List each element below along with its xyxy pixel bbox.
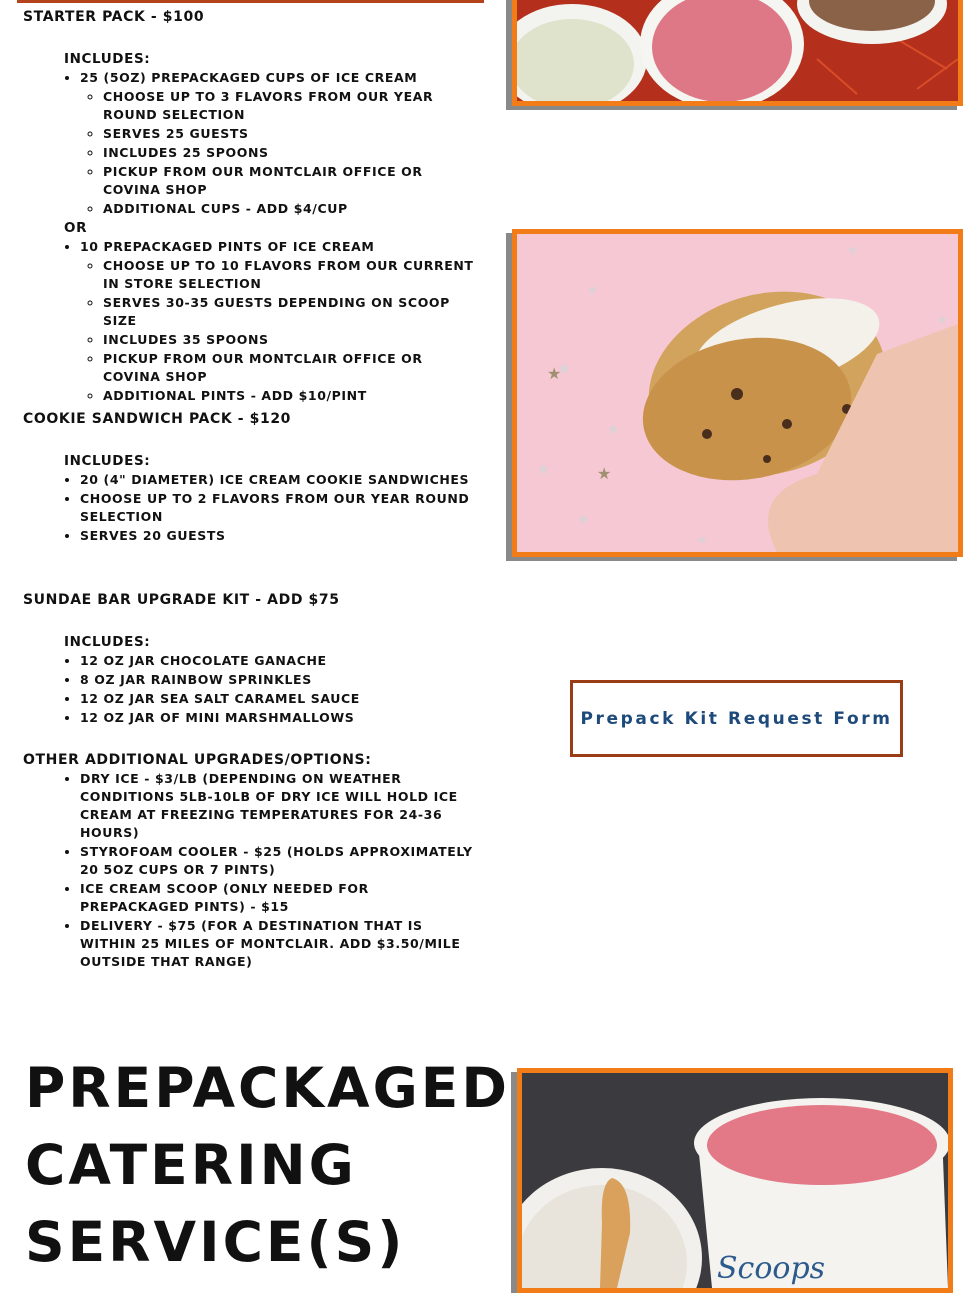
svg-text:★: ★ — [577, 512, 590, 528]
list-item: ◦ INCLUDES 35 SPOONS — [103, 331, 483, 349]
other-upgrades-section — [23, 751, 483, 972]
list-item: ◦ INCLUDES 25 SPOONS — [103, 144, 483, 162]
ice-cream-cups-image — [517, 0, 958, 101]
cookie-pack-section — [23, 410, 483, 546]
list-item: ◦ SERVES 30-35 GUESTS DEPENDING ON SCOOP SIZE — [103, 294, 483, 330]
list-item: • 12 OZ JAR SEA SALT CARAMEL SAUCE — [80, 690, 483, 708]
list-item: ◦ ADDITIONAL PINTS - ADD $10/PINT — [103, 387, 483, 405]
list-item: • STYROFOAM COOLER - $25 (HOLDS APPROXIMATELY 20 5OZ CUPS OR 7 PINTS) — [80, 843, 483, 879]
starter-option1-list — [23, 69, 483, 218]
svg-text:★: ★ — [607, 422, 620, 438]
list-item: • DRY ICE - $3/LB (DEPENDING ON WEATHER CONDITIONS 5LB-10LB OF DRY ICE WILL HOLD ICE CREAM AT FREEZING TEMPERATURES FOR 24-36 HOURS) — [80, 770, 483, 842]
starter-includes-label: INCLUDES: — [64, 51, 151, 67]
ice-cream-pint-photo — [517, 1068, 953, 1293]
list-item: • ICE CREAM SCOOP (ONLY NEEDED FOR PREPACKAGED PINTS) - $15 — [80, 880, 483, 916]
list-item: • CHOOSE UP TO 2 FLAVORS FROM OUR YEAR ROUND SELECTION — [80, 490, 483, 526]
list-item: ◦ CHOOSE UP TO 10 FLAVORS FROM OUR CURRENT IN STORE SELECTION — [103, 257, 483, 293]
sundae-items-list — [23, 652, 483, 727]
ice-cream-cups-photo — [512, 0, 963, 106]
list-item: ◦ PICKUP FROM OUR MONTCLAIR OFFICE OR COVINA SHOP — [103, 163, 483, 199]
list-item: • 8 OZ JAR RAINBOW SPRINKLES — [80, 671, 483, 689]
ice-cream-pint-image — [522, 1073, 948, 1288]
cookie-items-list — [23, 471, 483, 545]
starter-pack-section — [23, 8, 483, 406]
prepack-kit-request-button[interactable] — [570, 680, 903, 757]
svg-text:★: ★ — [547, 364, 562, 383]
list-item: • 25 (5OZ) PREPACKAGED CUPS OF ICE CREAM ◦ CHOOSE UP TO 3 FLAVORS FROM OUR YEAR ROUND SELECTION ◦ SERVES 25 GUESTS ◦ INCLUDES 25 SPOONS ◦ PICKUP FROM OUR MONTCLAIR OFFICE OR COVINA SHOP ◦ ADDITIONAL CUPS - ADD $4/CUP — [80, 69, 483, 218]
svg-text:★: ★ — [537, 462, 550, 478]
other-upgrades-list — [23, 770, 483, 971]
section-heading: PREPACKAGED CATERING SERVICE(S) — [25, 1056, 510, 1274]
sundae-includes-label: INCLUDES: — [64, 634, 151, 650]
list-item: • SERVES 20 GUESTS — [80, 527, 483, 545]
list-item: ◦ CHOOSE UP TO 3 FLAVORS FROM OUR YEAR ROUND SELECTION — [103, 88, 483, 124]
list-item: ◦ PICKUP FROM OUR MONTCLAIR OFFICE OR COVINA SHOP — [103, 350, 483, 386]
svg-text:Scoops: Scoops — [717, 1251, 826, 1286]
sundae-kit-section — [23, 591, 483, 728]
prepack-kit-request-label: Prepack Kit Request Form — [580, 708, 893, 729]
list-item: • DELIVERY - $75 (FOR A DESTINATION THAT IS WITHIN 25 MILES OF MONTCLAIR. ADD $3.50/MILE OUTSIDE THAT RANGE) — [80, 917, 483, 971]
cookie-includes-label: INCLUDES: — [64, 453, 151, 469]
list-item: • 20 (4" DIAMETER) ICE CREAM COOKIE SANDWICHES — [80, 471, 483, 489]
list-item: • 12 OZ JAR OF MINI MARSHMALLOWS — [80, 709, 483, 727]
top-divider — [17, 0, 484, 3]
svg-text:★: ★ — [847, 243, 858, 257]
starter-option2-details — [80, 257, 483, 405]
list-item: • 12 OZ JAR CHOCOLATE GANACHE — [80, 652, 483, 670]
list-item: ◦ SERVES 25 GUESTS — [103, 125, 483, 143]
starter-pack-title: STARTER PACK - $100 — [23, 9, 205, 25]
svg-text:★: ★ — [697, 533, 708, 547]
cookie-sandwich-image — [517, 234, 958, 552]
or-label: OR — [64, 220, 88, 236]
other-upgrades-title: OTHER ADDITIONAL UPGRADES/OPTIONS: — [23, 752, 372, 768]
list-item: • 10 PREPACKAGED PINTS OF ICE CREAM ◦ CHOOSE UP TO 10 FLAVORS FROM OUR CURRENT IN STORE SELECTION ◦ SERVES 30-35 GUESTS DEPENDING ON SCOOP SIZE ◦ INCLUDES 35 SPOONS ◦ PICKUP FROM OUR MONTCLAIR OFFICE OR COVINA SHOP ◦ ADDITIONAL PINTS - ADD $10/PINT — [80, 238, 483, 405]
starter-option2-list — [23, 238, 483, 405]
cookie-pack-title: COOKIE SANDWICH PACK - $120 — [23, 411, 292, 427]
starter-option1-details — [80, 88, 483, 218]
svg-text:★: ★ — [597, 464, 612, 483]
svg-text:★: ★ — [557, 359, 572, 378]
svg-text:★: ★ — [937, 313, 948, 327]
cookie-sandwich-photo — [512, 229, 963, 557]
svg-text:★: ★ — [587, 283, 598, 297]
sundae-kit-title: SUNDAE BAR UPGRADE KIT - ADD $75 — [23, 592, 340, 608]
list-item: ◦ ADDITIONAL CUPS - ADD $4/CUP — [103, 200, 483, 218]
